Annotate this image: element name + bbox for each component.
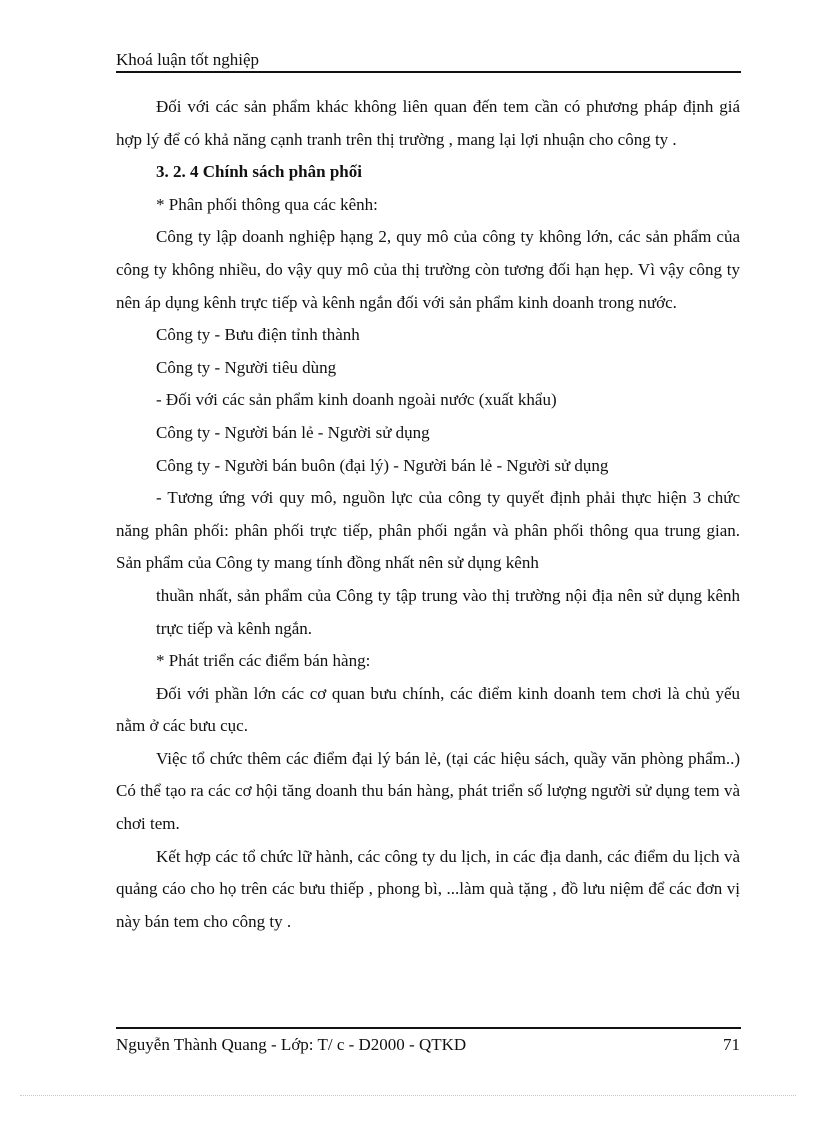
channel-line-retailer: Công ty - Người bán lẻ - Người sử dụng <box>156 422 430 442</box>
section-heading-distribution-policy: 3. 2. 4 Chính sách phân phối <box>156 162 362 182</box>
paragraph-distribution-functions: - Tương ứng với quy mô, nguồn lực của công ty quyết định phải thực hiện 3 chức năng phân phối: phân phối trực tiếp, phân phối ngắn và phân phối thông qua trung gian. Sản phẩm của Công ty mang tính đồng nhất nên sử dụng kênh <box>116 488 740 573</box>
subheading-distribution-channels: * Phân phối thông qua các kênh: <box>156 194 378 214</box>
footer-author-line: Nguyễn Thành Quang - Lớp: T/ c - D2000 - QTKD <box>116 1035 467 1054</box>
subheading-sales-points: * Phát triển các điểm bán hàng: <box>156 651 371 671</box>
paragraph-travel-partners: Kết hợp các tổ chức lữ hành, các công ty du lịch, in các địa danh, các điểm du lịch và quảng cáo cho họ trên các bưu thiếp , phong bì, ...làm quà tặng , đồ lưu niệm để các đơn vị này bán tem cho công ty . <box>116 846 740 931</box>
channel-line-export-note: - Đối với các sản phẩm kinh doanh ngoài nước (xuất khẩu) <box>156 390 557 410</box>
paragraph-company-scale: Công ty lập doanh nghiệp hạng 2, quy mô của công ty không lớn, các sản phẩm của công ty không nhiều, do vậy quy mô của thị trường còn tương đối hạn hẹp. Vì vậy công ty nên áp dụng kênh trực tiếp và kênh ngắn đối với sản phẩm kinh doanh trong nước. <box>116 227 740 312</box>
paragraph-retail-agents: Việc tổ chức thêm các điểm đại lý bán lẻ, (tại các hiệu sách, quầy văn phòng phẩm..) Có thể tạo ra các cơ hội tăng doanh thu bán hàng, phát triển số lượng người sử dụng tem và chơi tem. <box>116 748 740 834</box>
page-bottom-dotted-line <box>20 1095 796 1096</box>
paragraph-homogeneous-channel: thuần nhất, sản phẩm của Công ty tập trung vào thị trường nội địa nên sử dụng kênh trực tiếp và kênh ngắn. <box>156 585 740 638</box>
channel-line-wholesaler: Công ty - Người bán buôn (đại lý) - Người bán lẻ - Người sử dụng <box>156 455 609 475</box>
channel-line-consumer: Công ty - Người tiêu dùng <box>156 357 337 377</box>
paragraph-postal-agencies: Đối với phần lớn các cơ quan bưu chính, các điểm kinh doanh tem chơi là chủ yếu nằm ở các bưu cục. <box>116 683 740 736</box>
footer-divider <box>116 1027 741 1029</box>
header-divider <box>116 71 741 73</box>
footer-page-number: 71 <box>723 1035 740 1054</box>
page-body <box>116 91 740 938</box>
channel-line-post-office: Công ty - Bưu điện tỉnh thành <box>156 325 360 345</box>
paragraph-other-products-pricing: Đối với các sản phẩm khác không liên quan đến tem cần có phương pháp định giá hợp lý để có khả năng cạnh tranh trên thị trường , mang lại lợi nhuận cho công ty . <box>116 97 740 149</box>
page-header-title: Khoá luận tốt nghiệp <box>116 50 260 69</box>
